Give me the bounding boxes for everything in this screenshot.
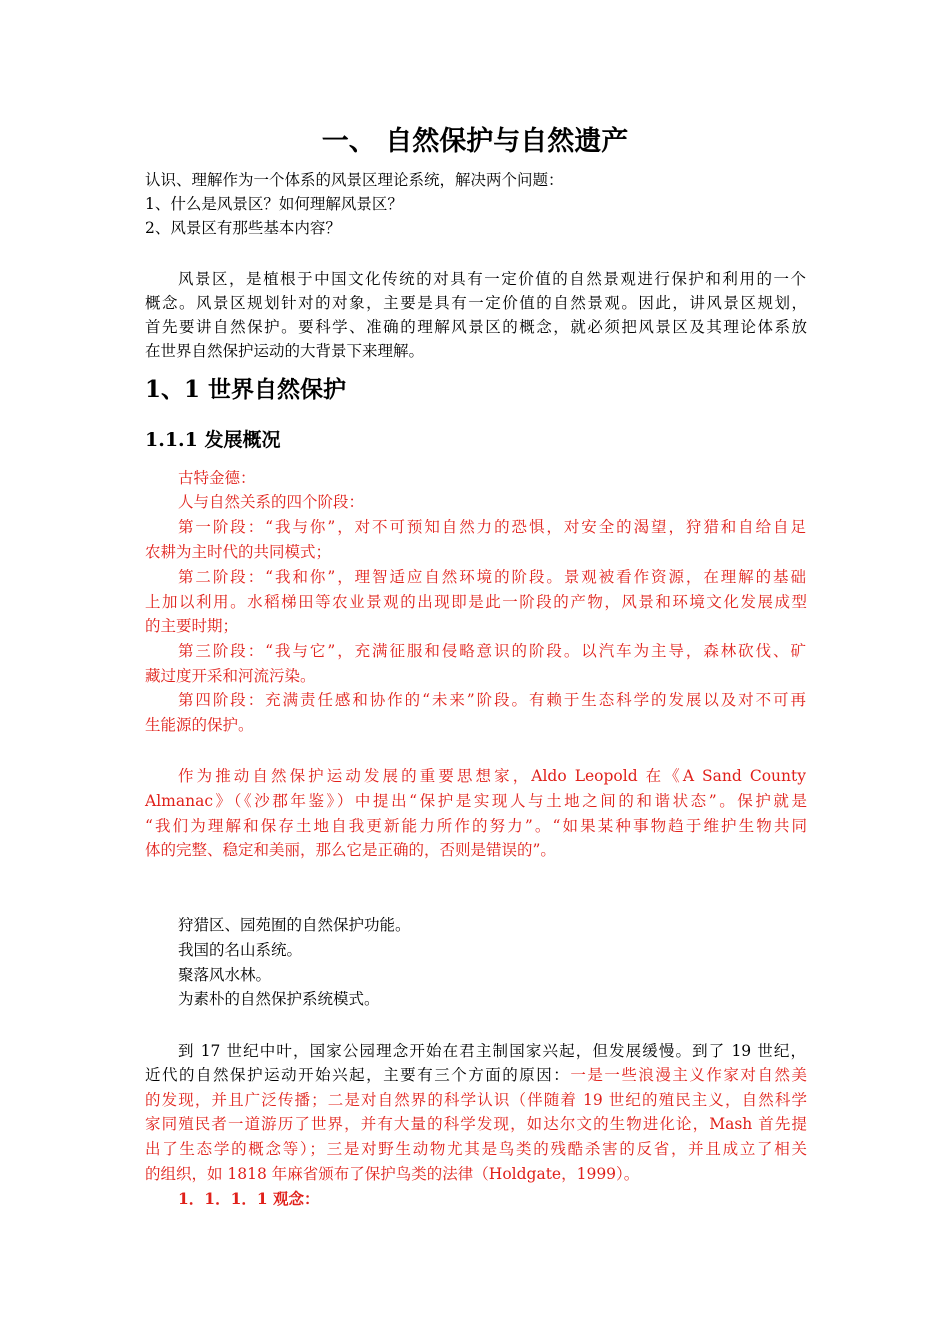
- red-line: 第一阶段：“我与你”，对不可预知自然力的恐惧，对安全的渴望，狩猎和自给自足: [178, 518, 806, 536]
- intro-line: 认识、理解作为一个体系的风景区理论系统，解决两个问题：: [145, 171, 564, 189]
- leopold-line: 体的完整、稳定和美丽，那么它是正确的，否则是错误的”。: [145, 841, 556, 859]
- red-line: 藏过度开采和河流污染。: [145, 667, 316, 685]
- leopold-line: Almanac》（《沙郡年鉴》）中提出“保护是实现人与土地之间的和谐状态”。保护就是: [145, 792, 807, 810]
- intro-question-2: 2、风景区有那些基本内容？: [145, 219, 341, 237]
- list-item: 聚落风水林。: [178, 966, 272, 984]
- paragraph-line: 风景区，是植根于中国文化传统的对具有一定价值的自然景观进行保护和利用的一个: [178, 270, 806, 288]
- subsection-heading: 1.1.1 发展概况: [145, 429, 281, 451]
- leopold-line: “我们为理解和保存土地自我更新能力所作的努力”。“如果某种事物趋于维护生物共同: [145, 817, 807, 835]
- history-red-text: 一是一些浪漫主义作家对自然美: [570, 1066, 807, 1084]
- section-heading: 1、1 世界自然保护: [145, 376, 347, 403]
- history-line: 的组织，如 1818 年麻省颁布了保护鸟类的法律（Holdgate，1999）。: [145, 1165, 640, 1183]
- leopold-line: 作为推动自然保护运动发展的重要思想家，Aldo Leopold 在《A Sand County: [178, 767, 806, 785]
- history-line: 到 17 世纪中叶，国家公园理念开始在君主制国家兴起，但发展缓慢。到了 19 世纪，: [178, 1042, 806, 1060]
- list-item: 我国的名山系统。: [178, 941, 303, 959]
- list-item: 狩猎区、园苑囿的自然保护功能。: [178, 916, 411, 934]
- paragraph-line: 首先要讲自然保护。要科学、准确的理解风景区的概念，就必须把风景区及其理论体系放: [145, 318, 807, 336]
- intro-question-1: 1、什么是风景区？如何理解风景区？: [145, 195, 403, 213]
- history-line: 的发现，并且广泛传播；二是对自然界的科学认识（伴随着 19 世纪的殖民主义，自然科学: [145, 1091, 807, 1109]
- page-title: 一、 自然保护与自然遗产: [321, 126, 629, 157]
- red-line: 人与自然关系的四个阶段：: [178, 493, 365, 511]
- red-line: 农耕为主时代的共同模式；: [145, 543, 332, 561]
- history-line: 出了生态学的概念等）；三是对野生动物尤其是鸟类的残酷杀害的反省，并且成立了相关: [145, 1140, 807, 1158]
- paragraph-line: 概念。风景区规划针对的对象，主要是具有一定价值的自然景观。因此，讲风景区规划，: [145, 294, 807, 312]
- red-line: 古特金德：: [178, 469, 256, 487]
- red-line: 生能源的保护。: [145, 716, 254, 734]
- concept-heading: 1．1．1．1 观念：: [178, 1189, 320, 1208]
- history-line: 家同殖民者一道游历了世界，并有大量的科学发现，如达尔文的生物进化论，Mash 首先提: [145, 1115, 807, 1133]
- red-line: 第二阶段：“我和你”，理智适应自然环境的阶段。景观被看作资源，在理解的基础: [178, 568, 806, 586]
- red-line: 第三阶段：“我与它”，充满征服和侵略意识的阶段。以汽车为主导，森林砍伐、矿: [178, 642, 806, 660]
- red-line: 的主要时期；: [145, 617, 239, 635]
- list-item: 为素朴的自然保护系统模式。: [178, 990, 380, 1008]
- history-line: [145, 1063, 807, 1087]
- history-black-text: 近代的自然保护运动开始兴起，主要有三个方面的原因：: [145, 1066, 571, 1084]
- red-line: 第四阶段：充满责任感和协作的“未来”阶段。有赖于生态科学的发展以及对不可再: [178, 691, 806, 709]
- paragraph-line: 在世界自然保护运动的大背景下来理解。: [145, 342, 425, 360]
- red-line: 上加以利用。水稻梯田等农业景观的出现即是此一阶段的产物，风景和环境文化发展成型: [145, 593, 807, 611]
